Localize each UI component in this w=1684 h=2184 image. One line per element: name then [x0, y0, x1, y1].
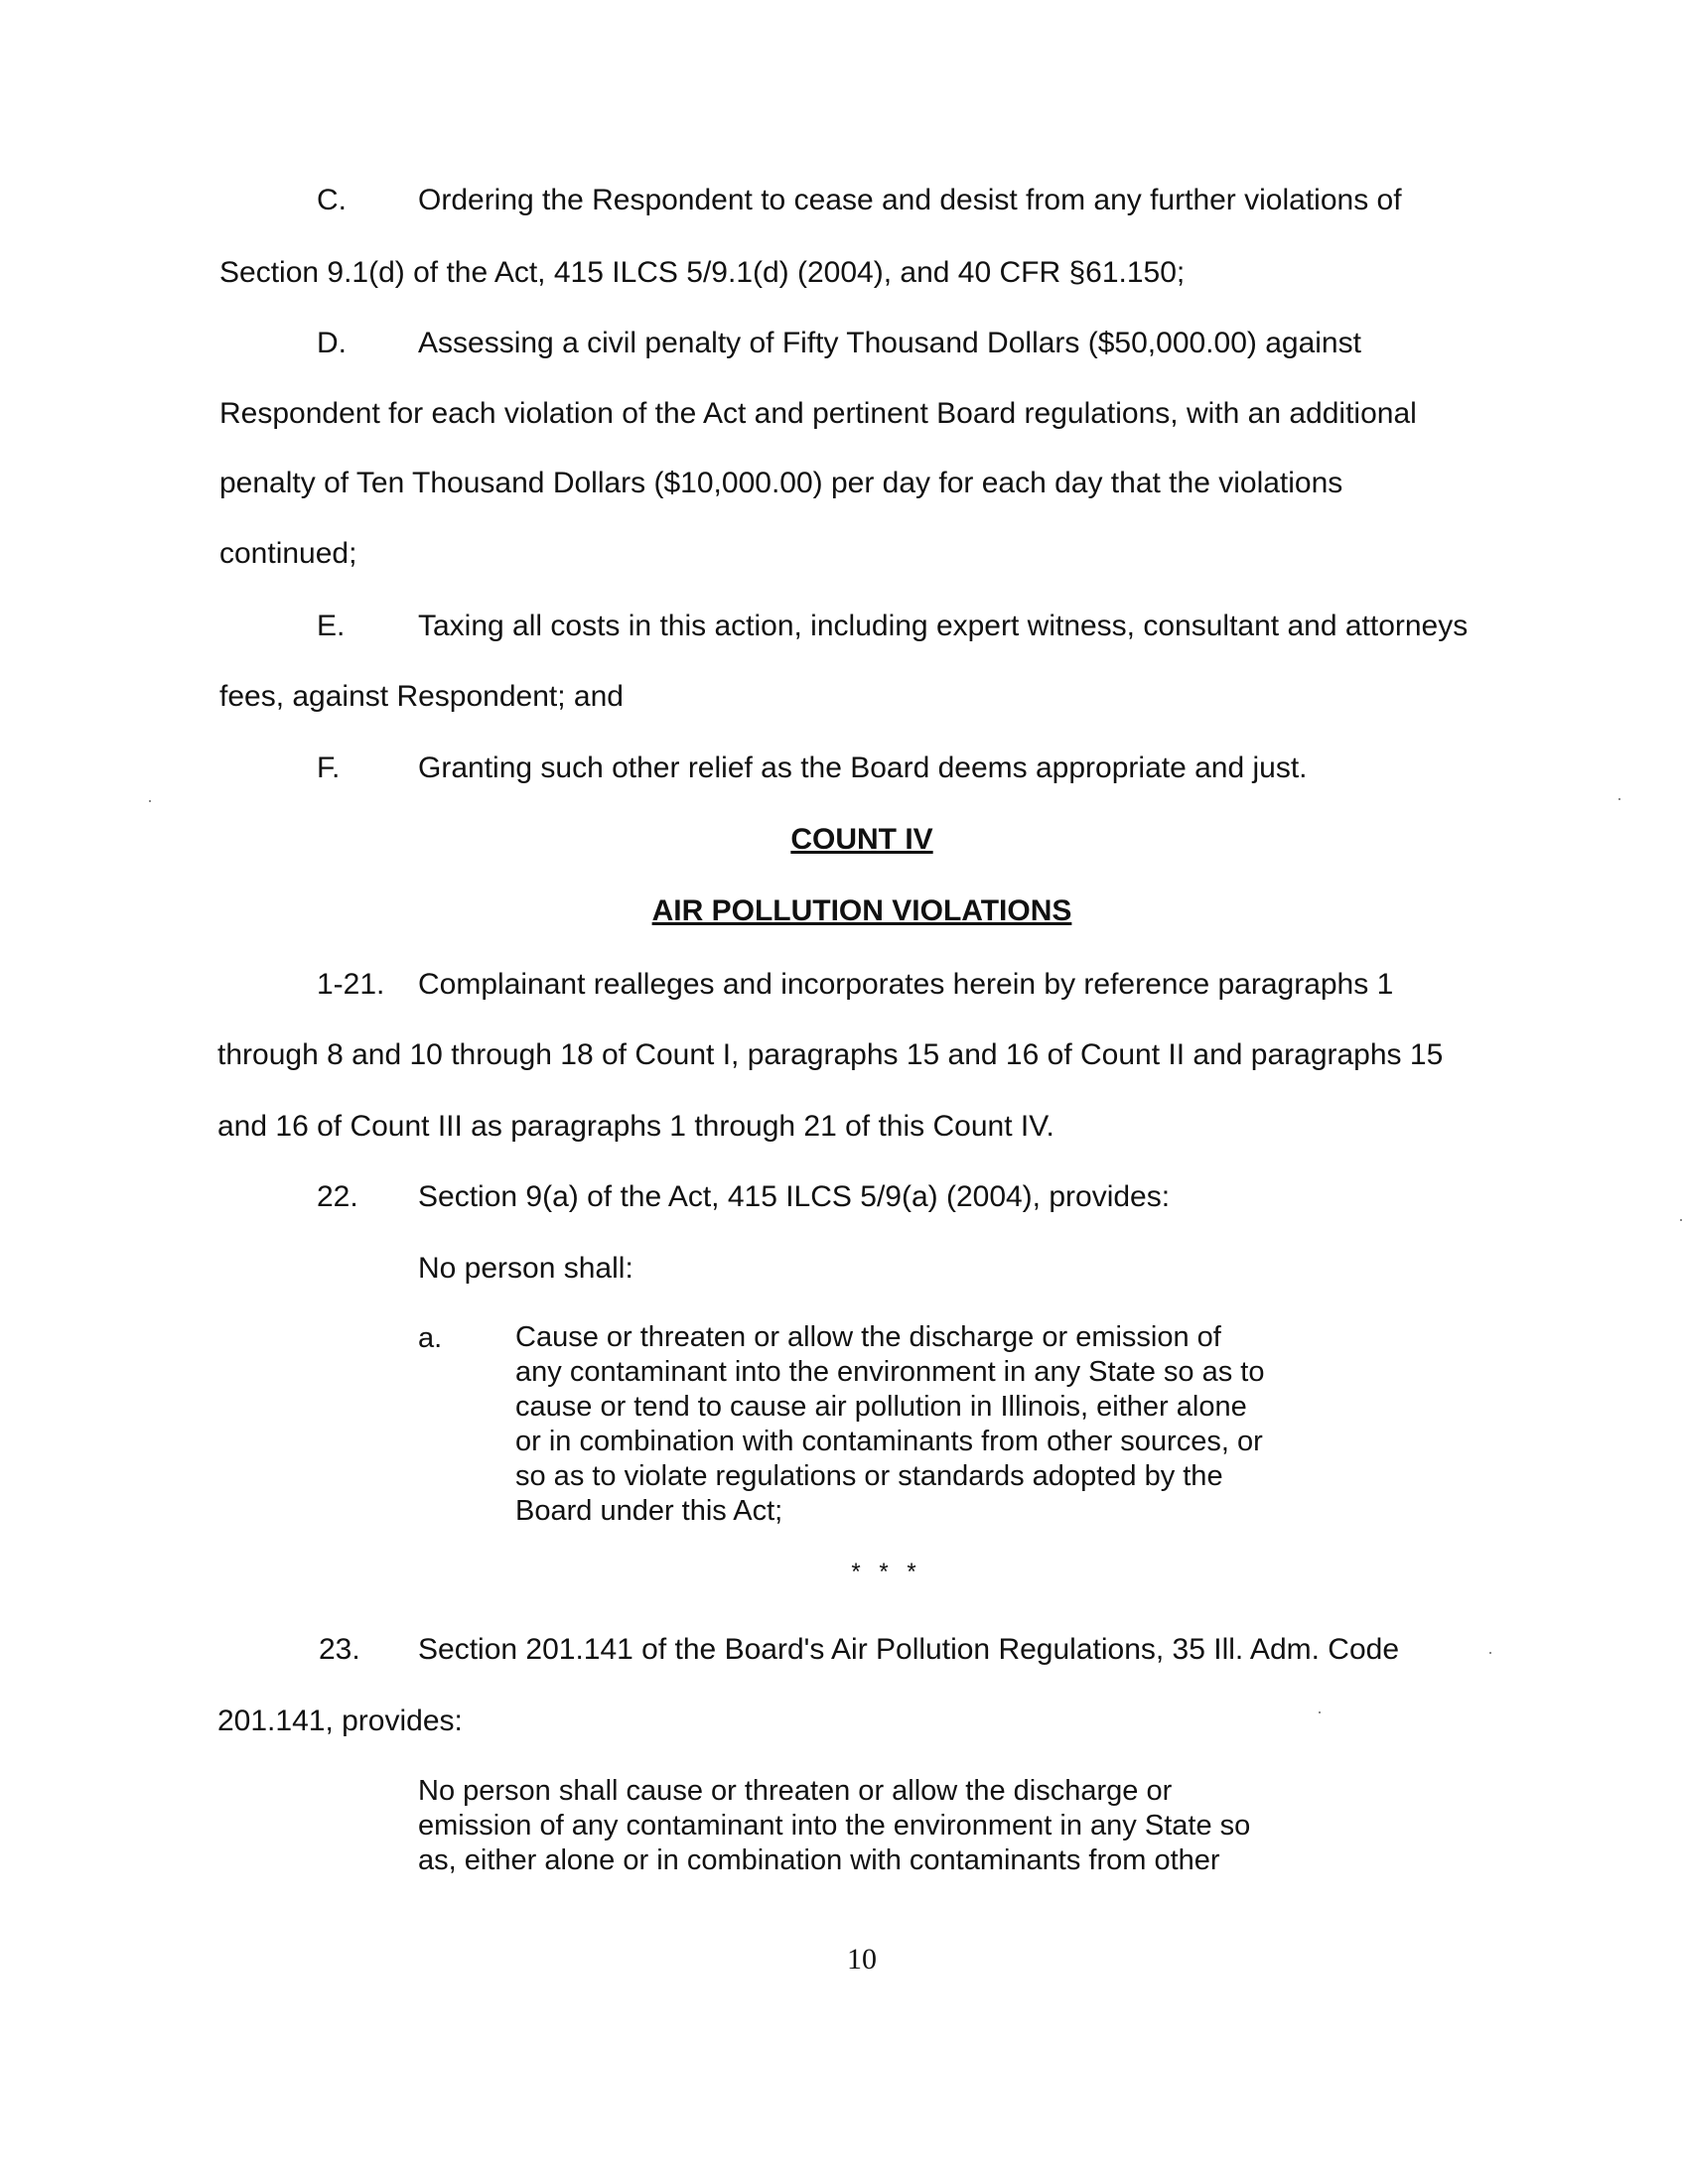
para-22-quote-line: Board under this Act;	[515, 1495, 783, 1527]
item-e-line-1: Taxing all costs in this action, including expert witness, consultant and attorneys	[418, 610, 1469, 642]
para-22-quote-line: or in combination with contaminants from other sources, or	[515, 1426, 1263, 1457]
para-22-quote-line: any contaminant into the environment in any State so as to	[515, 1356, 1265, 1388]
item-d-line-1: Assessing a civil penalty of Fifty Thousand Dollars ($50,000.00) against	[418, 327, 1361, 359]
para-22-quote	[515, 1320, 1264, 1529]
para-23-quote-line: emission of any contaminant into the environment in any State so	[418, 1810, 1251, 1842]
ellipsis-stars: * * *	[851, 1559, 922, 1585]
item-c-line-1: Ordering the Respondent to cease and desist from any further violations of	[418, 184, 1402, 216]
page-number: 10	[847, 1943, 877, 1976]
para-1-21-line-1: Complainant realleges and incorporates herein by reference paragraphs 1	[418, 968, 1394, 1001]
item-f-line-1: Granting such other relief as the Board deems appropriate and just.	[418, 751, 1308, 784]
item-c-line-2: Section 9.1(d) of the Act, 415 ILCS 5/9.1(d) (2004), and 40 CFR §61.150;	[219, 256, 1186, 289]
para-23-quote	[418, 1774, 1250, 1878]
item-c-label: C.	[317, 184, 347, 216]
para-1-21-line-3: and 16 of Count III as paragraphs 1 through 21 of this Count IV.	[217, 1110, 1054, 1143]
para-22-quote-line: cause or tend to cause air pollution in Illinois, either alone	[515, 1391, 1247, 1423]
para-22-quote-line: so as to violate regulations or standards adopted by the	[515, 1460, 1223, 1492]
item-d-label: D.	[317, 327, 347, 359]
item-e-label: E.	[317, 610, 346, 642]
item-d-line-4: continued;	[219, 537, 357, 570]
scan-speck	[149, 800, 151, 802]
para-23-quote-line: as, either alone or in combination with contaminants from other	[418, 1844, 1220, 1876]
item-d-line-3: penalty of Ten Thousand Dollars ($10,000.00) per day for each day that the violations	[219, 467, 1343, 499]
para-1-21-line-2: through 8 and 10 through 18 of Count I, paragraphs 15 and 16 of Count II and paragraphs 15	[217, 1038, 1444, 1071]
scan-speck	[1680, 1219, 1682, 1221]
scan-speck	[1489, 1652, 1491, 1654]
para-22-label: 22.	[317, 1180, 358, 1213]
para-22-text: Section 9(a) of the Act, 415 ILCS 5/9(a) (2004), provides:	[418, 1180, 1171, 1213]
para-23-line-2: 201.141, provides:	[217, 1705, 463, 1737]
para-23-quote-line: No person shall cause or threaten or allow the discharge or	[418, 1775, 1173, 1807]
para-23-label: 23.	[319, 1633, 360, 1666]
item-f-label: F.	[317, 751, 341, 784]
para-22-sub-label: a.	[418, 1322, 443, 1354]
para-22-quote-line: Cause or threaten or allow the discharge or emission of	[515, 1321, 1221, 1353]
scan-speck	[1618, 798, 1620, 800]
para-22-intro: No person shall:	[418, 1252, 633, 1285]
para-1-21-label: 1-21.	[317, 968, 385, 1001]
item-e-line-2: fees, against Respondent; and	[219, 680, 624, 713]
item-d-line-2: Respondent for each violation of the Act and pertinent Board regulations, with an additional	[219, 397, 1417, 430]
count-heading: COUNT IV	[790, 823, 933, 856]
count-subheading: AIR POLLUTION VIOLATIONS	[651, 894, 1072, 927]
para-23-line-1: Section 201.141 of the Board's Air Pollution Regulations, 35 Ill. Adm. Code	[418, 1633, 1400, 1666]
scan-speck	[1319, 1711, 1321, 1713]
